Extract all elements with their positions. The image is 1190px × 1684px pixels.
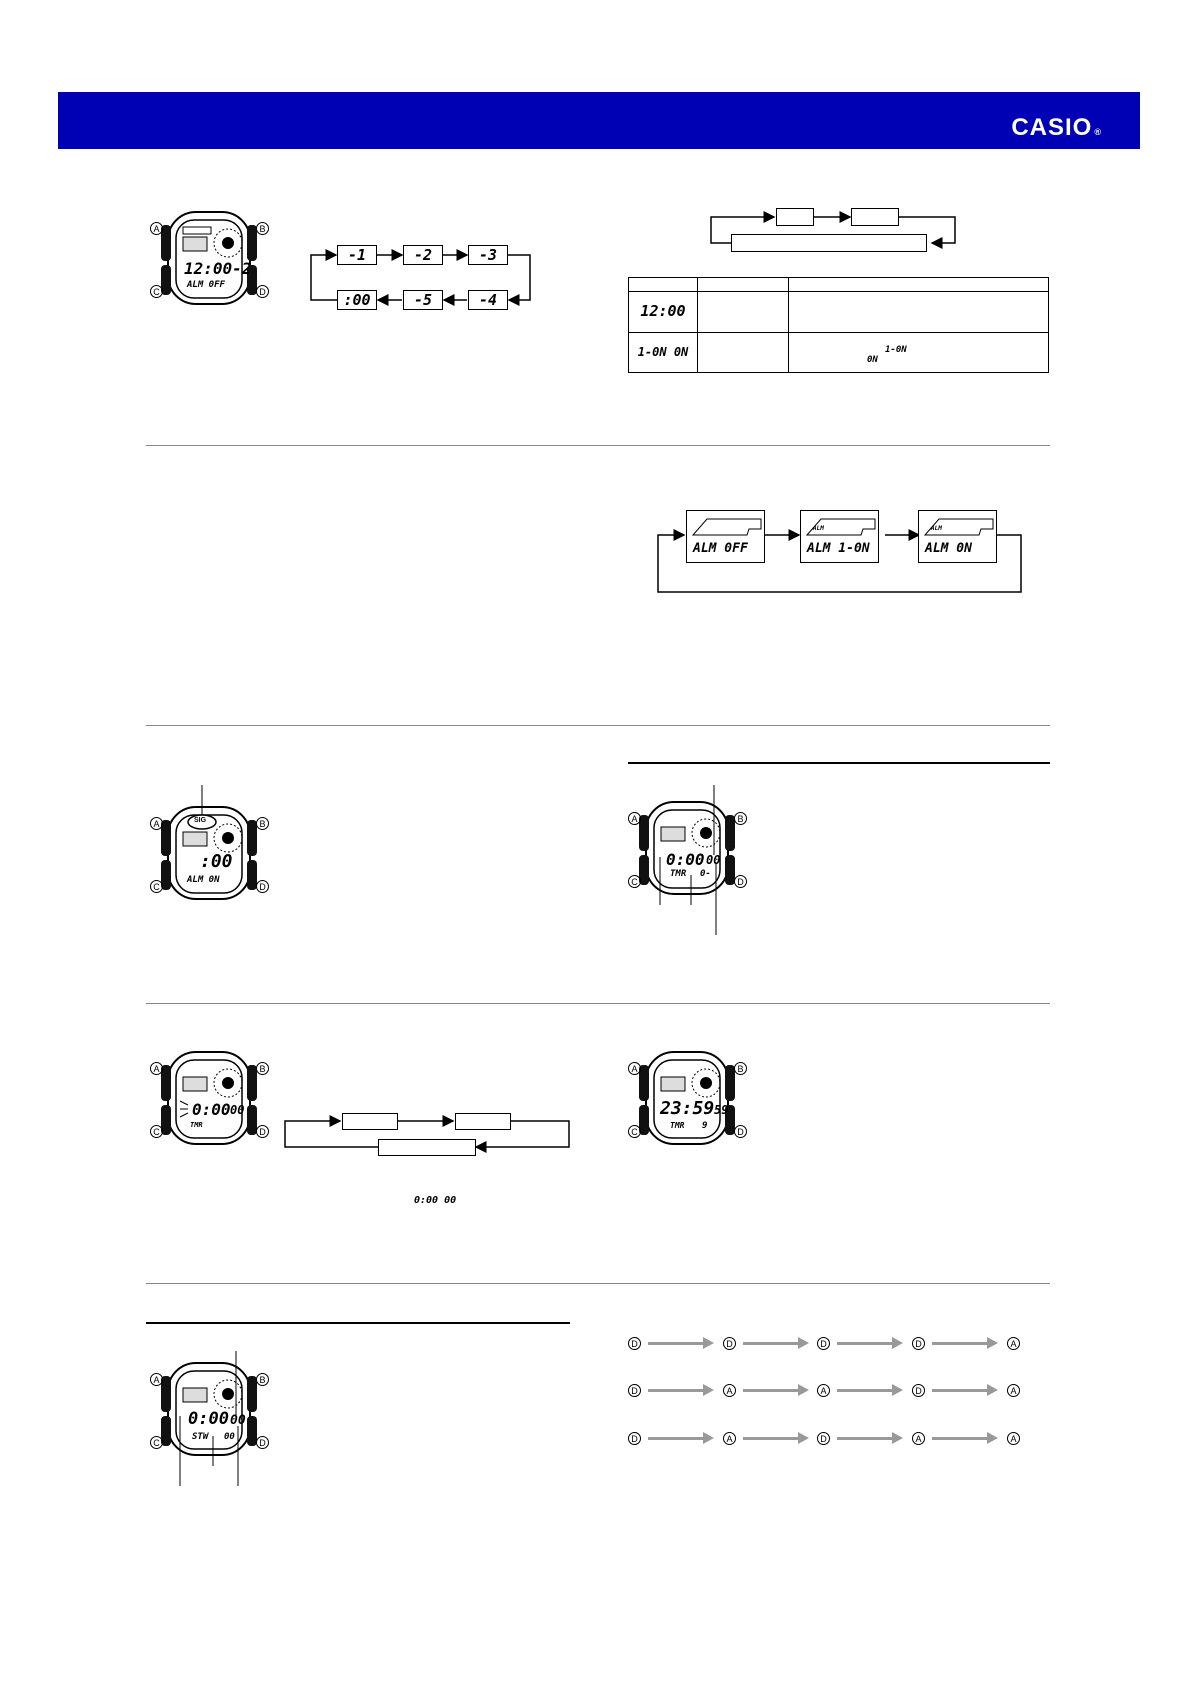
button-c-label: C [150, 1125, 163, 1138]
table-cell [698, 332, 789, 372]
button-d-label: D [256, 880, 269, 893]
alarm-step-2: -2 [403, 245, 443, 265]
button-a-label: A [150, 817, 163, 830]
sig-tag: SIG [194, 817, 207, 824]
seq-arrow [837, 1389, 893, 1392]
timer2-time: 0:00 [192, 1100, 231, 1119]
table-header-cell [698, 278, 789, 292]
button-b-label: B [256, 1062, 269, 1075]
watch-illustration-timer-countdown [628, 1045, 746, 1150]
watch-illustration-timer-set [150, 1045, 268, 1150]
subsection-divider [628, 762, 1050, 764]
alarm-step-3: -3 [468, 245, 508, 265]
stopwatch-bottom: 00 [224, 1432, 235, 1442]
alarm-step-5: -5 [403, 290, 443, 310]
seq-button: D [912, 1384, 925, 1397]
timer-note-display: 0:00 00 [414, 1195, 457, 1206]
flow-box-1 [776, 208, 814, 226]
seq-button: A [817, 1384, 830, 1397]
button-d-label: D [256, 1125, 269, 1138]
alarm-status-on: ALM ALM 0N [918, 510, 997, 563]
seq-arrow [932, 1389, 988, 1392]
watch-illustration-stopwatch [150, 1356, 268, 1461]
stopwatch-seconds: 00 [230, 1413, 246, 1428]
table-header-cell [789, 278, 1049, 292]
seq-button: D [628, 1337, 641, 1350]
table-cell [789, 292, 1049, 332]
sig-time: :00 [200, 851, 233, 872]
button-d-label: D [256, 285, 269, 298]
button-b-label: B [256, 1373, 269, 1386]
section-divider [146, 725, 1050, 726]
casio-logo: CASIO ® [1011, 114, 1102, 141]
button-b-label: B [734, 812, 747, 825]
button-b-label: B [256, 817, 269, 830]
table-cell [698, 292, 789, 332]
sig-bottom: ALM 0N [187, 875, 220, 885]
button-a-label: A [628, 1062, 641, 1075]
seq-button: A [723, 1384, 736, 1397]
seq-arrow [837, 1342, 893, 1345]
flow-box-2 [851, 208, 899, 226]
seq-button: D [723, 1337, 736, 1350]
timer3-mode: TMR [670, 1121, 685, 1130]
watch1-time: 12:00-2 [184, 259, 252, 278]
flow-box-3 [731, 234, 927, 252]
timer-flow-box-3 [378, 1139, 476, 1156]
timer3-seconds: 59 [714, 1103, 729, 1117]
seq-arrow [932, 1342, 988, 1345]
alarm-step-1: -1 [337, 245, 377, 265]
alarm-step-00: :00 [337, 290, 377, 310]
alarm-table [628, 277, 1049, 373]
watch-illustration-signal [150, 800, 268, 905]
alarm-status-1-on: ALM ALM 1-0N [800, 510, 879, 563]
timer-mode: TMR [670, 869, 687, 879]
seq-arrow [932, 1437, 988, 1440]
seq-button: D [628, 1384, 641, 1397]
seq-arrow [648, 1389, 704, 1392]
seq-button: D [817, 1337, 830, 1350]
timer-seconds: 00 [706, 853, 721, 867]
timer-flow-box-2 [455, 1113, 511, 1130]
seq-arrow [743, 1437, 799, 1440]
seq-arrow [837, 1437, 893, 1440]
seq-button: A [912, 1432, 925, 1445]
button-c-label: C [150, 285, 163, 298]
button-d-label: D [734, 875, 747, 888]
button-c-label: C [150, 1436, 163, 1449]
timer-time: 0:00 [666, 850, 705, 869]
seq-button: D [912, 1337, 925, 1350]
timer2-mode: TMR [190, 1121, 203, 1129]
button-c-label: C [628, 875, 641, 888]
table-row-2-display: 1-0N 0N [629, 332, 698, 372]
button-d-label: D [256, 1436, 269, 1449]
table-header-cell [629, 278, 698, 292]
table-row-1-display: 12:00 [629, 292, 698, 332]
table-cell: 0N 1-0N [789, 332, 1049, 372]
seq-button: A [723, 1432, 736, 1445]
section-divider [146, 445, 1050, 446]
button-c-label: C [150, 880, 163, 893]
alarm-status-off: ALM 0FF [686, 510, 765, 563]
seq-button: A [1007, 1432, 1020, 1445]
seq-button: A [1007, 1337, 1020, 1350]
watch-illustration-alarm [150, 205, 268, 310]
button-b-label: B [734, 1062, 747, 1075]
seq-arrow [743, 1389, 799, 1392]
seq-arrow [743, 1342, 799, 1345]
watch-illustration-timer [628, 795, 746, 900]
timer-bottom: 0- [700, 869, 711, 879]
watch1-bottom: ALM 0FF [187, 280, 225, 290]
sequence-row-2 [628, 1384, 1028, 1400]
timer2-seconds: 00 [230, 1103, 245, 1117]
sequence-row-1 [628, 1337, 1028, 1353]
sequence-row-3 [628, 1432, 1028, 1448]
seq-arrow [648, 1342, 704, 1345]
stopwatch-time: 0:00 [188, 1409, 229, 1429]
subsection-divider [146, 1322, 570, 1324]
timer3-bottom: 9 [702, 1121, 708, 1131]
seq-arrow [648, 1437, 704, 1440]
watch-body-icon [150, 205, 268, 310]
header-banner [58, 92, 1140, 149]
tab-shape-icon [689, 515, 765, 539]
button-d-label: D [734, 1125, 747, 1138]
section-divider [146, 1003, 1050, 1004]
timer-flow-box-1 [342, 1113, 398, 1130]
button-b-label: B [256, 222, 269, 235]
timer3-time: 23:59 [660, 1098, 715, 1119]
stopwatch-mode: STW [192, 1432, 209, 1442]
button-c-label: C [628, 1125, 641, 1138]
seq-button: A [1007, 1384, 1020, 1397]
button-a-label: A [150, 1062, 163, 1075]
seq-button: D [817, 1432, 830, 1445]
watch-body-icon [150, 1045, 268, 1150]
section-divider [146, 1283, 1050, 1284]
seq-button: D [628, 1432, 641, 1445]
alarm-step-4: -4 [468, 290, 508, 310]
button-a-label: A [150, 1373, 163, 1386]
button-a-label: A [628, 812, 641, 825]
button-a-label: A [150, 222, 163, 235]
